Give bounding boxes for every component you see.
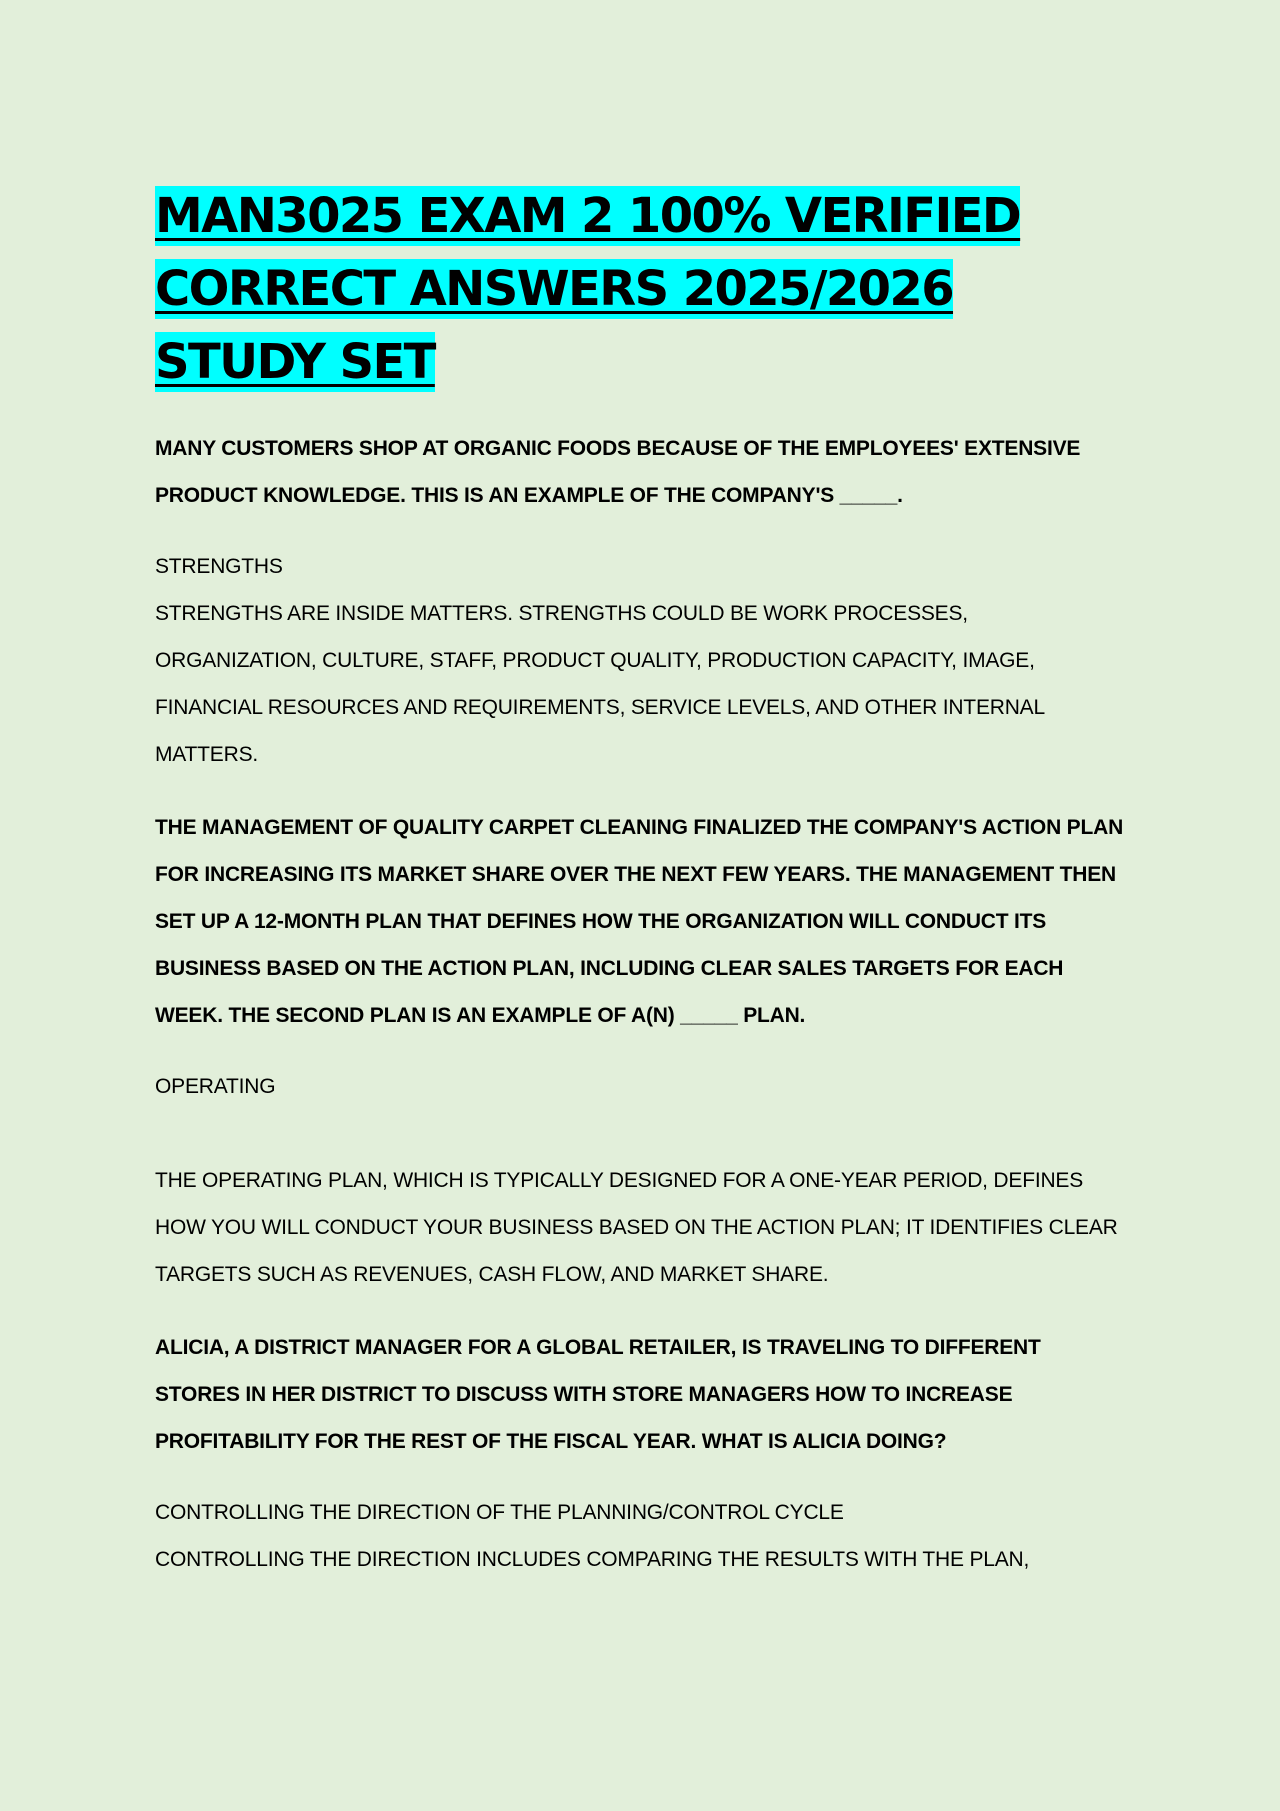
- explanation-text: CONTROLLING THE DIRECTION INCLUDES COMPARING THE RESULTS WITH THE PLAN,: [155, 1548, 1030, 1571]
- answer-text: CONTROLLING THE DIRECTION OF THE PLANNING/CONTROL CYCLE: [155, 1501, 844, 1524]
- explanation-text: THE OPERATING PLAN, WHICH IS TYPICALLY DESIGNED FOR A ONE-YEAR PERIOD, DEFINES HOW YOU WILL CONDUCT YOUR BUSINESS BASED ON THE ACTION PLAN; IT IDENTIFIES CLEAR TARGETS SUCH AS REVENUES, CASH FLOW, AND MARKET SHARE.: [155, 1169, 1118, 1286]
- answer-text: OPERATING: [155, 1075, 276, 1098]
- question-text: THE MANAGEMENT OF QUALITY CARPET CLEANING FINALIZED THE COMPANY'S ACTION PLAN FOR INCREASING ITS MARKET SHARE OVER THE NEXT FEW YEARS. THE MANAGEMENT THEN SET UP A 12-MONTH PLAN THAT DEFINES HOW THE ORGANIZATION WILL CONDUCT ITS BUSINESS BASED ON THE ACTION PLAN, INCLUDING CLEAR SALES TARGETS FOR EACH WEEK. THE SECOND PLAN IS AN EXAMPLE OF A(N) _____ PLAN.: [155, 816, 1124, 1027]
- question-text: ALICIA, A DISTRICT MANAGER FOR A GLOBAL RETAILER, IS TRAVELING TO DIFFERENT STORES IN HER DISTRICT TO DISCUSS WITH STORE MANAGERS HOW TO INCREASE PROFITABILITY FOR THE REST OF THE FISCAL YEAR. WHAT IS ALICIA DOING?: [155, 1336, 1041, 1453]
- document-title: [155, 180, 1125, 399]
- title-highlight: MAN3025 EXAM 2 100% VERIFIED CORRECT ANSWERS 2025/2026 STUDY SET: [155, 188, 1021, 390]
- explanation-text: STRENGTHS ARE INSIDE MATTERS. STRENGTHS COULD BE WORK PROCESSES, ORGANIZATION, CULTURE, STAFF, PRODUCT QUALITY, PRODUCTION CAPACITY, IMAGE, FINANCIAL RESOURCES AND REQUIREMENTS, SERVICE LEVELS, AND OTHER INTERNAL MATTERS.: [155, 602, 1045, 766]
- qa-item-3: [155, 1324, 1125, 1583]
- question-text: MANY CUSTOMERS SHOP AT ORGANIC FOODS BECAUSE OF THE EMPLOYEES' EXTENSIVE PRODUCT KNOWLEDGE. THIS IS AN EXAMPLE OF THE COMPANY'S _____.: [155, 437, 1081, 507]
- qa-item-2: [155, 804, 1125, 1298]
- answer-text: STRENGTHS: [155, 555, 283, 578]
- document-page: [155, 180, 1125, 1583]
- qa-item-1: [155, 425, 1125, 778]
